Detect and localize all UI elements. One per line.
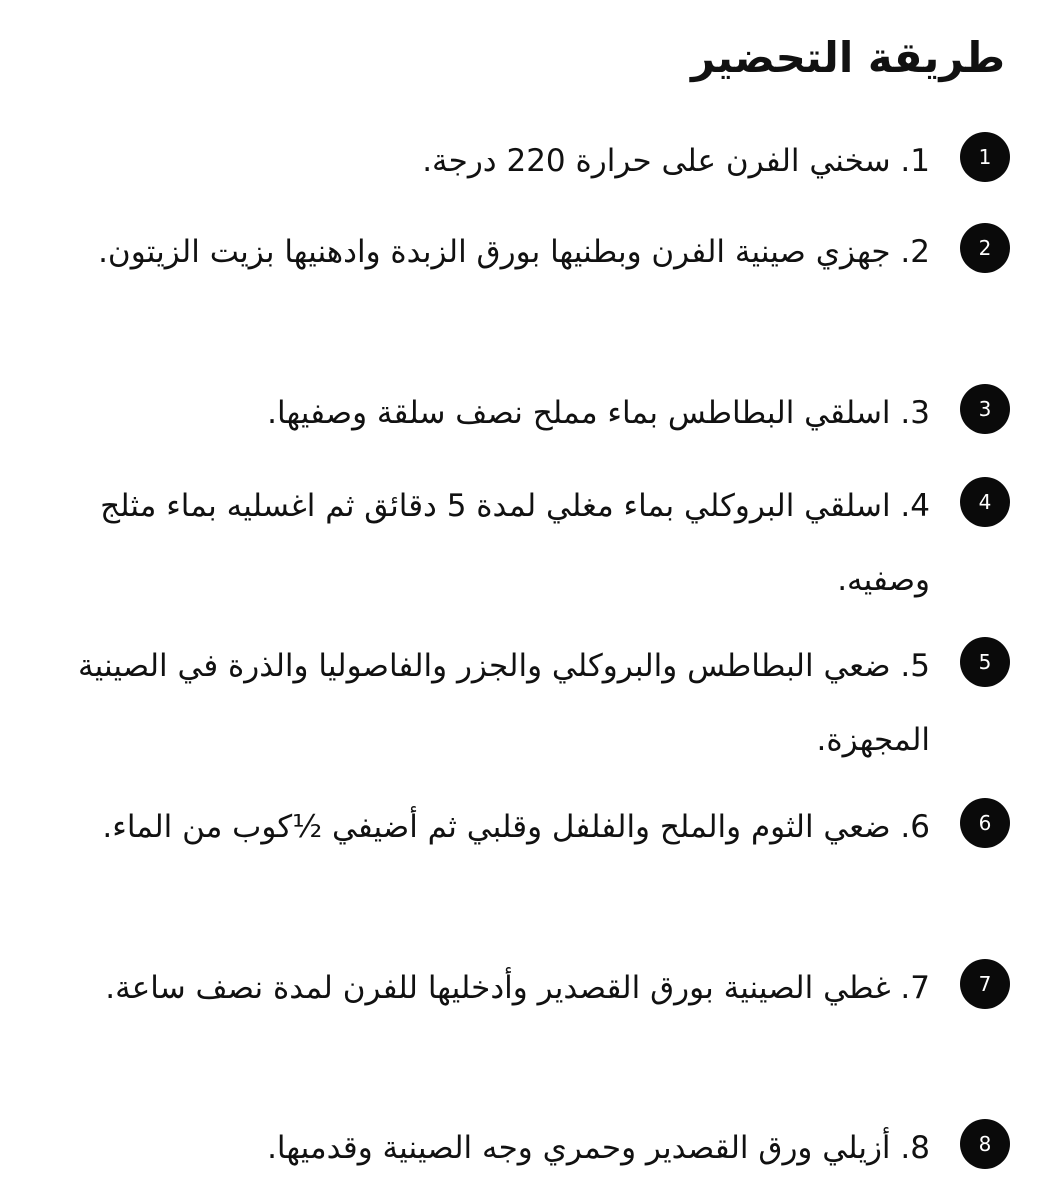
step-number-badge: 3 [960, 384, 1010, 434]
step-item [70, 469, 1010, 598]
step-number-badge: 1 [960, 132, 1010, 182]
step-text: 7. غطي الصينية بورق القصدير وأدخليها للفرن لمدة نصف ساعة. [105, 970, 930, 1006]
step-item [70, 124, 1010, 204]
step-item [70, 215, 1010, 295]
step-item [70, 790, 1010, 870]
step-item [70, 1111, 1010, 1191]
step-number-badge: 6 [960, 798, 1010, 848]
step-text: 1. سخني الفرن على حرارة 220 درجة. [422, 143, 930, 179]
step-text: 6. ضعي الثوم والملح والفلفل وقلبي ثم أضيفي ½كوب من الماء. [102, 809, 930, 845]
step-text: 2. جهزي صينية الفرن وبطنيها بورق الزبدة وادهنيها بزيت الزيتون. [98, 234, 930, 270]
step-text: 8. أزيلي ورق القصدير وحمري وجه الصينية وقدميها. [267, 1130, 930, 1166]
step-text: 3. اسلقي البطاطس بماء مملح نصف سلقة وصفيها. [267, 395, 930, 431]
step-number-badge: 2 [960, 223, 1010, 273]
step-item [70, 629, 1010, 758]
step-item [70, 376, 1010, 456]
step-number-badge: 8 [960, 1119, 1010, 1169]
step-item [70, 951, 1010, 1031]
section-title: طريقة التحضير [690, 33, 1005, 82]
step-number-badge: 5 [960, 637, 1010, 687]
step-text: 4. اسلقي البروكلي بماء مغلي لمدة 5 دقائق ثم اغسليه بماء مثلج وصفيه. [100, 488, 930, 598]
step-number-badge: 7 [960, 959, 1010, 1009]
step-text: 5. ضعي البطاطس والبروكلي والجزر والفاصوليا والذرة في الصينية المجهزة. [78, 648, 930, 758]
step-number-badge: 4 [960, 477, 1010, 527]
